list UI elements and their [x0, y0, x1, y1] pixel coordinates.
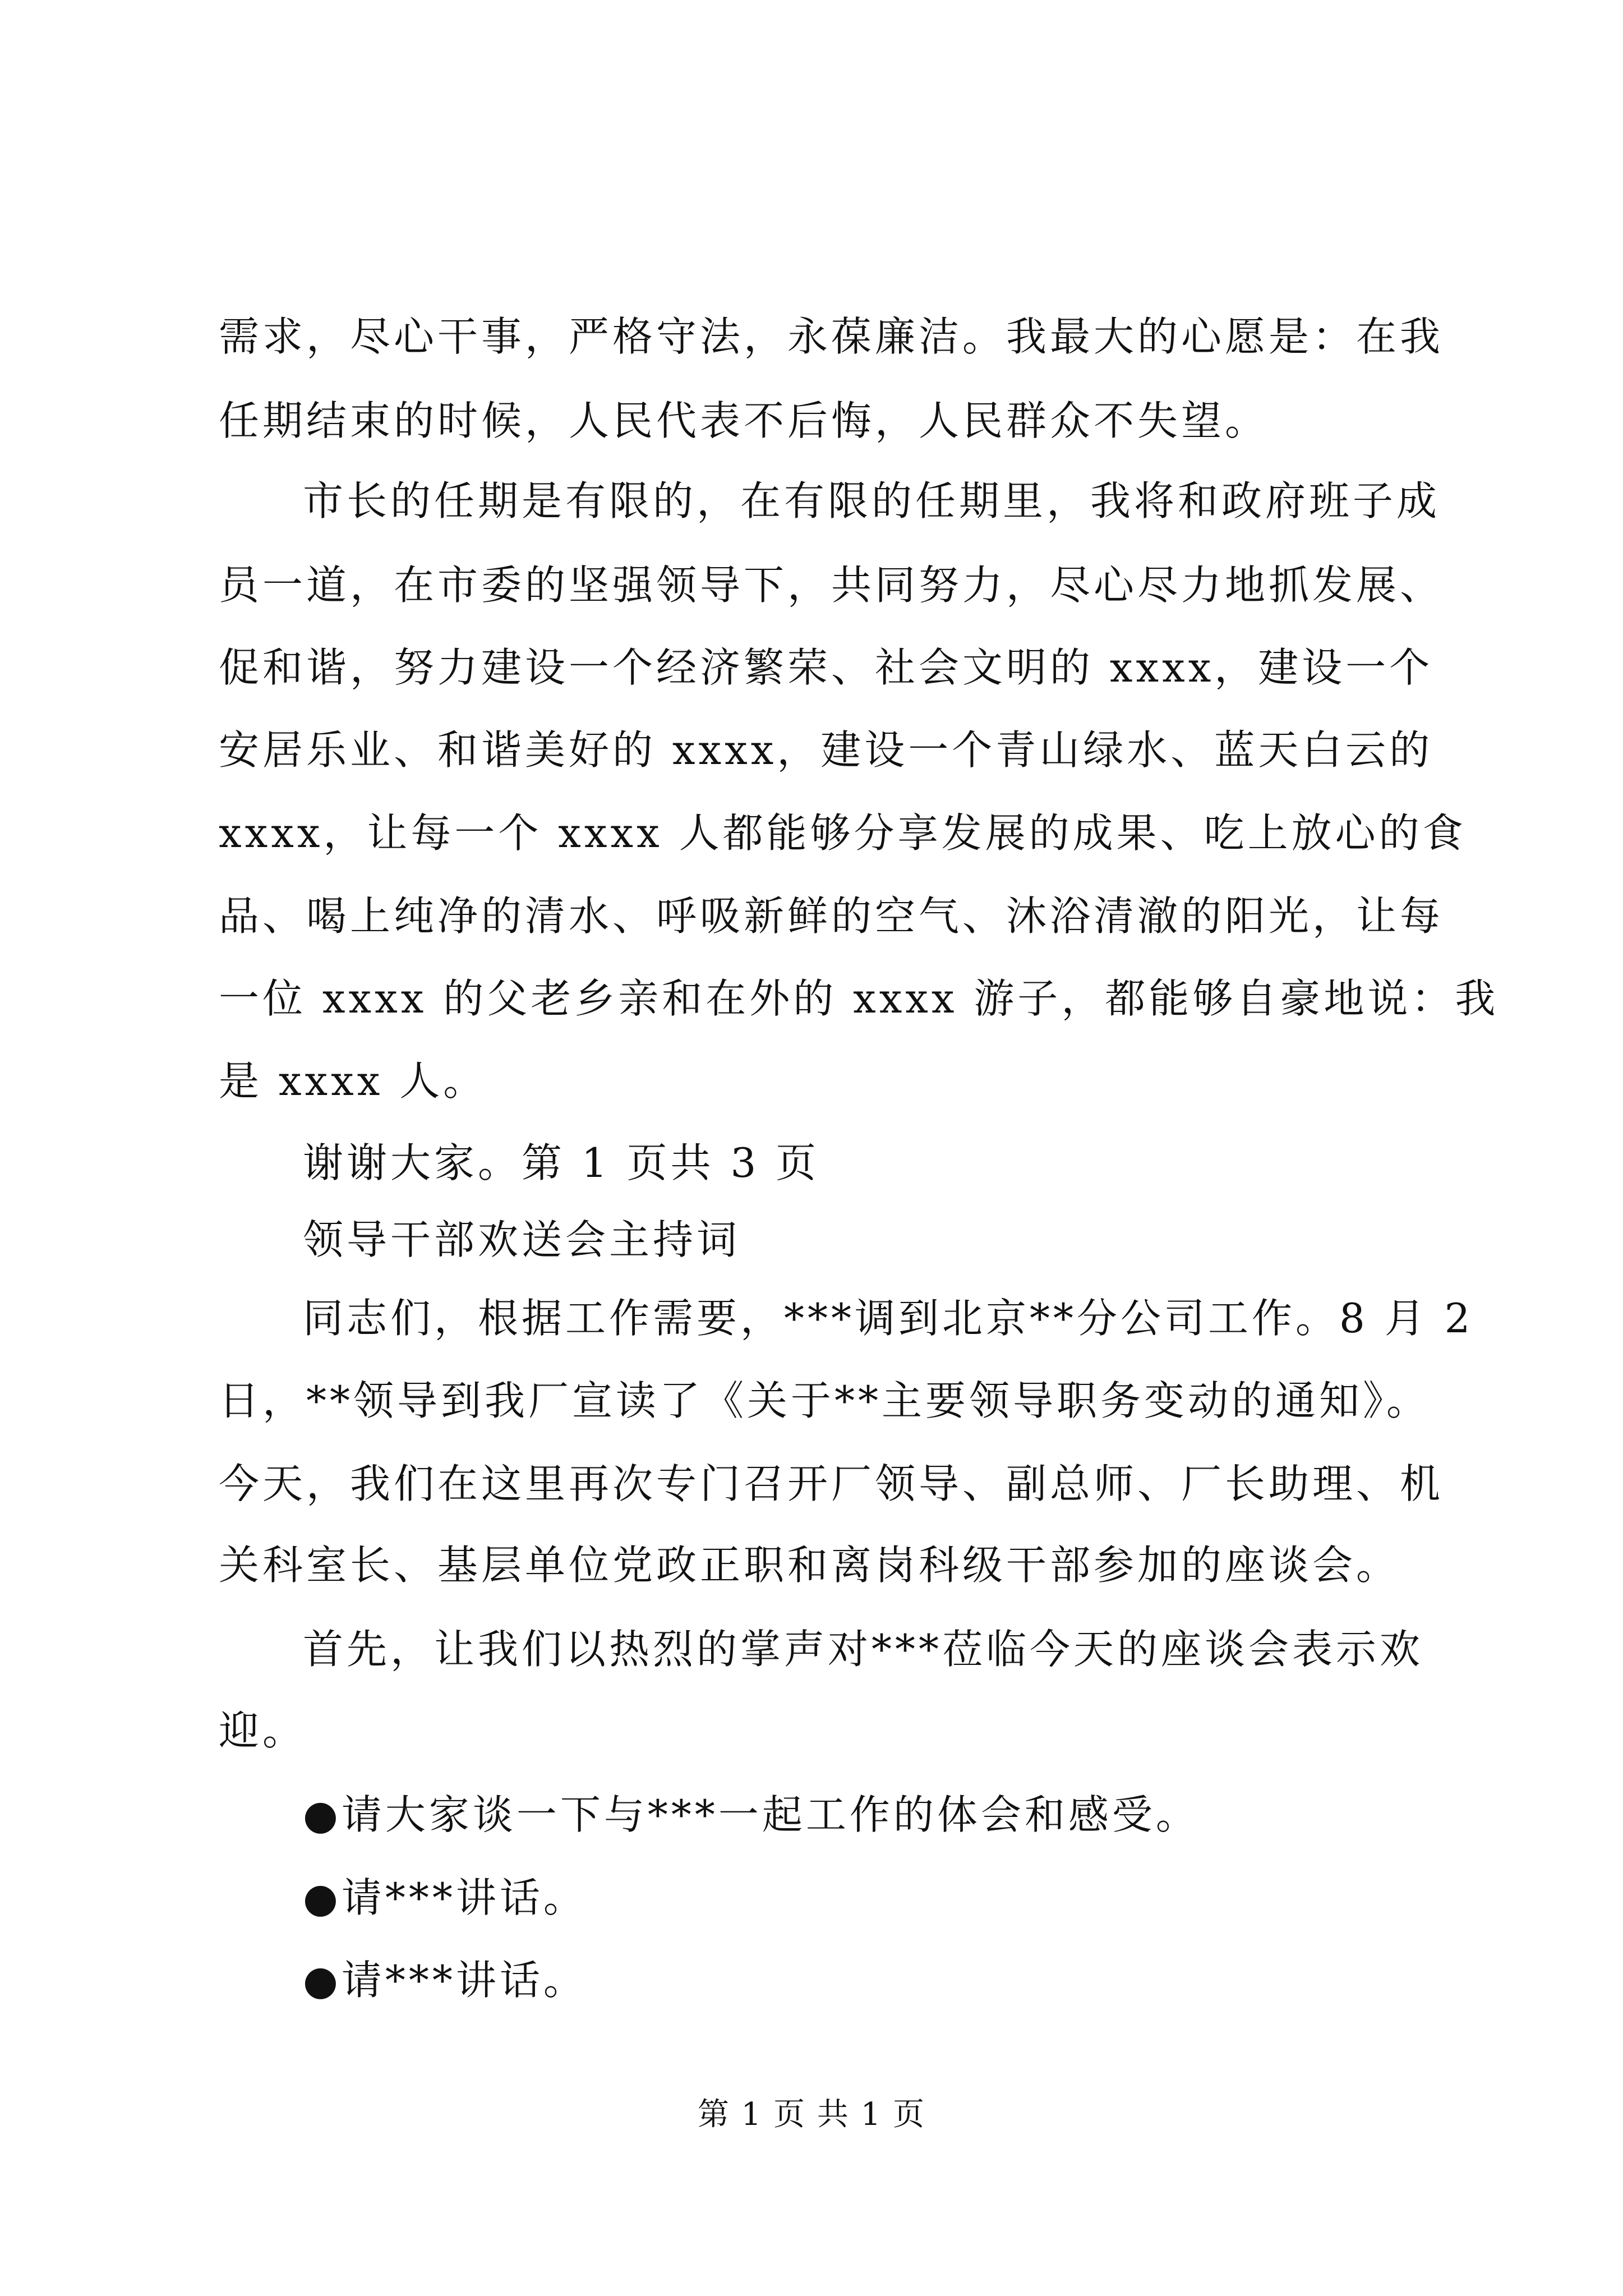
page-footer: 第 1 页 共 1 页 [697, 2096, 926, 2133]
paragraph-text-line: 同志们，根据工作需要，***调到北京**分公司工作。8 月 2 [303, 1295, 1474, 1342]
body-text-line: 是 xxxx 人。 [219, 1057, 487, 1105]
body-text-line: 品、喝上纯净的清水、呼吸新鲜的空气、沐浴清澈的阳光，让每 [219, 892, 1444, 940]
body-text-line: 安居乐业、和谐美好的 xxxx，建设一个青山绿水、蓝天白云的 [219, 726, 1433, 774]
paragraph-text-line: 首先，让我们以热烈的掌声对***莅临今天的座谈会表示欢 [303, 1626, 1424, 1673]
body-text-line: 任期结束的时候，人民代表不后悔，人民群众不失望。 [219, 397, 1269, 444]
body-text-line: 促和谐，努力建设一个经济繁荣、社会文明的 xxxx，建设一个 [219, 644, 1433, 691]
body-text-line: 员一道，在市委的坚强领导下，共同努力，尽心尽力地抓发展、 [219, 562, 1444, 609]
section-title: 领导干部欢送会主持词 [303, 1216, 741, 1263]
bullet-item: ●请***讲话。 [303, 1874, 587, 1921]
bullet-item: ●请***讲话。 [303, 1957, 587, 2004]
body-text-line: 日，**领导到我厂宣读了《关于**主要领导职务变动的通知》。 [219, 1377, 1431, 1424]
body-text-line: 关科室长、基层单位党政正职和离岗科级干部参加的座谈会。 [219, 1542, 1400, 1589]
body-text-line: xxxx，让每一个 xxxx 人都能够分享发展的成果、吃上放心的食 [219, 809, 1467, 857]
closing-line: 谢谢大家。第 1 页共 3 页 [303, 1139, 820, 1186]
body-text-line: 需求，尽心干事，严格守法，永葆廉洁。我最大的心愿是：在我 [219, 313, 1444, 360]
body-text-line: 一位 xxxx 的父老乡亲和在外的 xxxx 游子，都能够自豪地说：我 [219, 975, 1499, 1022]
body-text-line: 迎。 [219, 1707, 307, 1754]
bullet-item: ●请大家谈一下与***一起工作的体会和感受。 [303, 1791, 1200, 1838]
paragraph-text-line: 市长的任期是有限的，在有限的任期里，我将和政府班子成 [303, 477, 1441, 524]
body-text-line: 今天，我们在这里再次专门召开厂领导、副总师、厂长助理、机 [219, 1460, 1444, 1507]
